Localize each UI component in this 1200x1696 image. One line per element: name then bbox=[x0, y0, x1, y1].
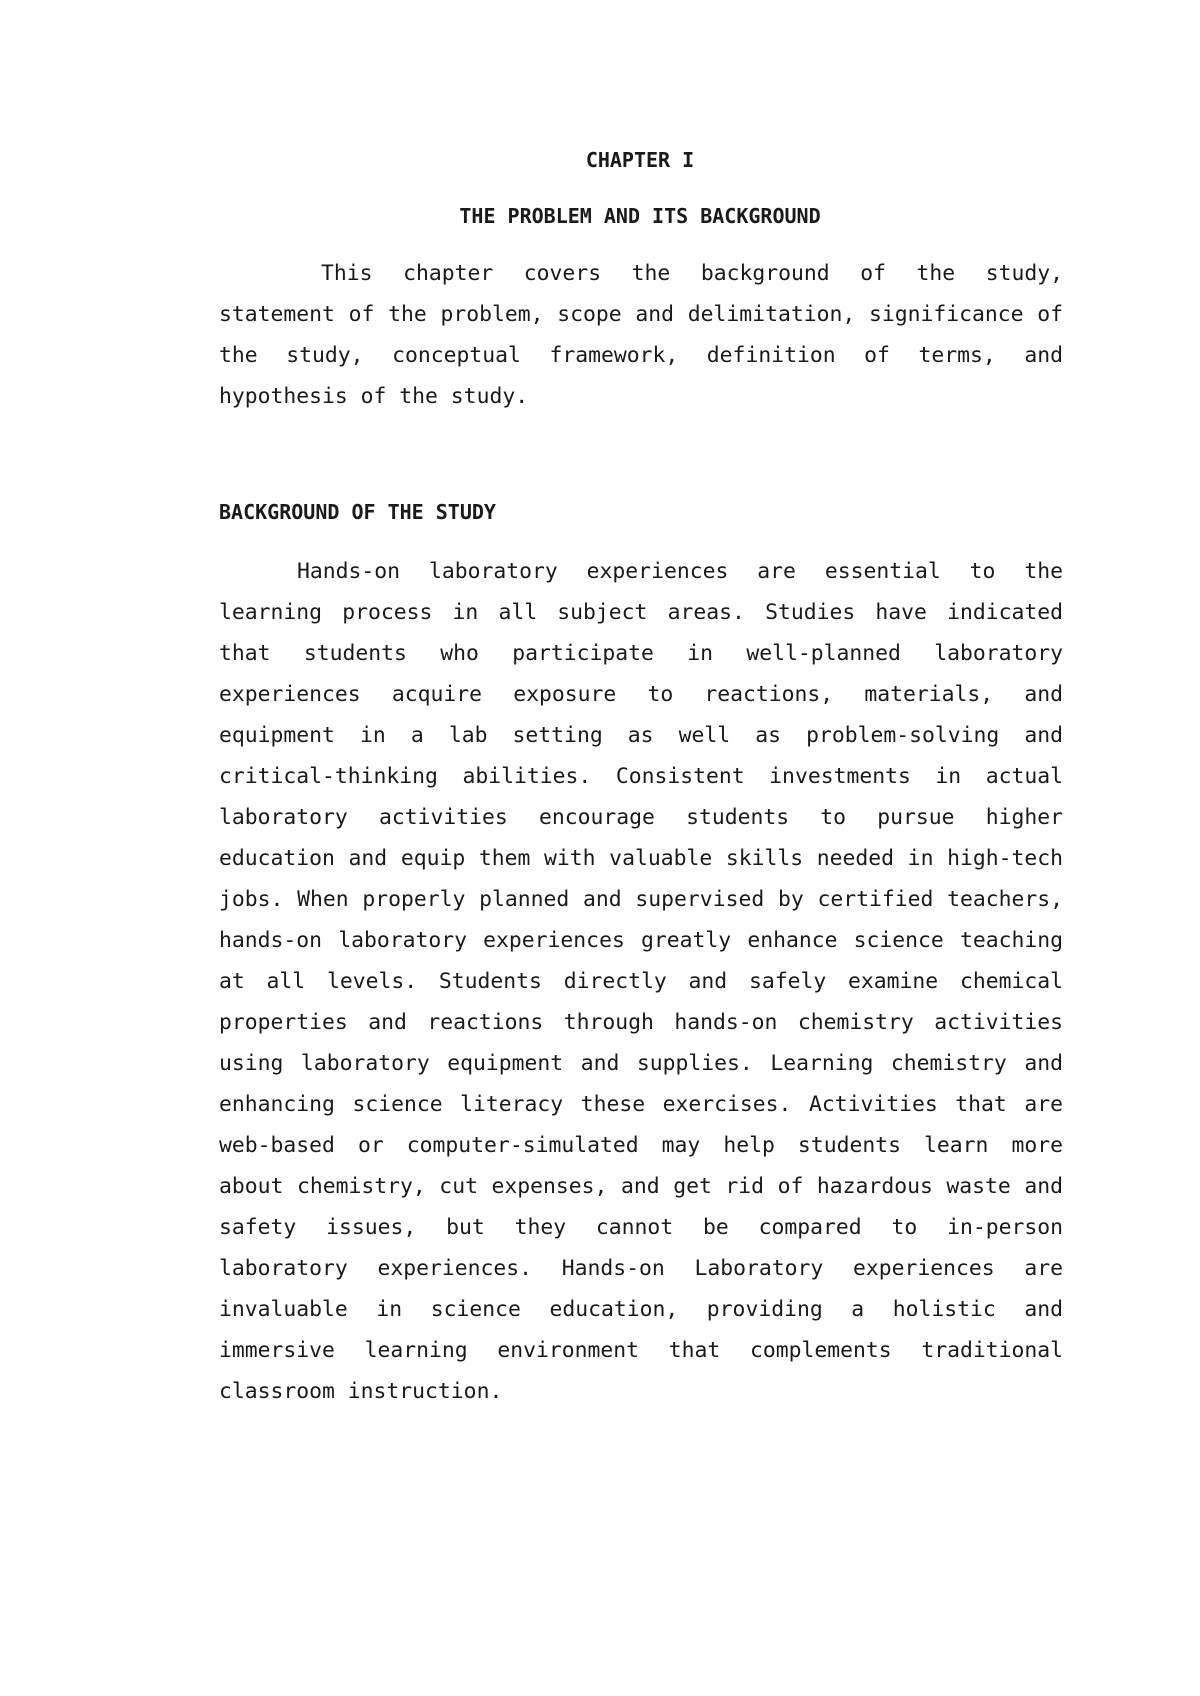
chapter-number: CHAPTER I bbox=[585, 148, 695, 172]
background-paragraph: Hands-on laboratory experiences are essential to the learning process in all subject areas. Studies have indicated that students who participate in well-planned laboratory experiences acquire exposure to reactions, materials, and equipment in a lab setting as well as problem-solving and critical-thinking abilities. Consistent investments in actual laboratory activities encourage students to pursue higher education and equip them with valuable skills needed in high-tech jobs. When properly planned and supervised by certified teachers, hands-on laboratory experiences greatly enhance science teaching at all levels. Students directly and safely examine chemical properties and reactions through hands-on chemistry activities using laboratory equipment and supplies. Learning chemistry and enhancing science literacy these exercises. Activities that are web-based or computer-simulated may help students learn more about chemistry, cut expenses, and get rid of hazardous waste and safety issues, but they cannot be compared to in-person laboratory experiences. Hands-on Laboratory experiences are invaluable in science education, providing a holistic and immersive learning environment that complements traditional classroom instruction. bbox=[219, 559, 1063, 1404]
section-heading: BACKGROUND OF THE STUDY bbox=[219, 500, 496, 524]
intro-paragraph: This chapter covers the background of the study, statement of the problem, scope and delimitation, significance of the study, conceptual framework, definition of terms, and hypothesis of the study. bbox=[219, 261, 1063, 409]
chapter-title: THE PROBLEM AND ITS BACKGROUND bbox=[459, 204, 821, 228]
